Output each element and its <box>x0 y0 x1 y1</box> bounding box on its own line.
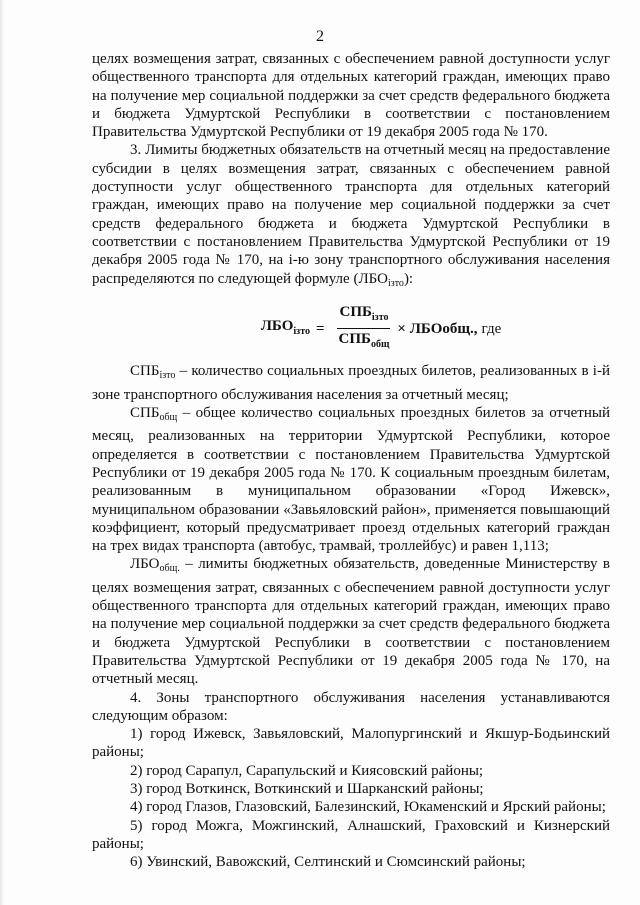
paragraph-3-text: 3. Лимиты бюджетных обязательств на отчетный месяц на предоставление субсидии в целях возмещения затрат, связанных с обеспечением равной доступности услуг общественного транспорта для отдельных категорий граждан, имеющих право на получение мер социальной поддержки за счет средств федерального бюджета и бюджета Удмуртской Республики в соответствии с постановлением Правительства Удмуртской Республики от 19 декабря 2005 года № 170, на i-ю зону транспортного обслуживания населения распределяются по следующей формуле (ЛБО <box>92 142 610 287</box>
zone-item-4: 4) город Глазов, Глазовский, Балезинский, Юкаменский и Ярский районы; <box>130 799 606 816</box>
formula-fraction <box>337 303 392 355</box>
formula-den-main: СПБ <box>338 331 371 348</box>
definition-text: – количество социальных проездных билетов, реализованных в i-й зоне транспортного обслуживания населения за отчетный месяц; <box>92 363 610 403</box>
formula-lhs <box>261 317 310 341</box>
definition-text: – общее количество социальных проездных билетов за отчетный месяц, реализованных на территории Удмуртской Республики, которое определяется в соответствии с постановлением Правительства Удмуртской Республики от 19 декабря 2005 года № 170. К социальным проездным билетам, реализованным в муниципальном образовании «Город Ижевск», муниципальном образовании «Завьяловский район», применяется повышающий коэффициент, который предусматривает проезд отдельных категорий граждан на трех видах транспорта (автобус, трамвай, троллейбус) и равен 1,113; <box>92 405 610 555</box>
zone-item-5: 5) город Можга, Можгинский, Алнашский, Граховский и Кизнерский районы; <box>92 817 610 852</box>
definition-term-sub: iзто <box>159 370 176 382</box>
formula <box>152 303 610 355</box>
formula-numerator <box>337 303 390 329</box>
formula-times: × ЛБОобщ., <box>397 320 478 337</box>
formula-num-main: СПБ <box>339 303 372 320</box>
page-number: 2 <box>316 28 324 45</box>
formula-denominator <box>337 329 392 354</box>
formula-lhs-main: ЛБО <box>260 317 294 334</box>
definition-spb-izto <box>92 362 610 404</box>
definition-text: – лимиты бюджетных обязательств, доведенные Министерству в целях возмещения затрат, связанных с обеспечением равной доступности услуг общественного транспорта для отдельных категорий граждан, имеющих право на получение мер социальной поддержки за счет средств федерального бюджета и бюджета Удмуртской Республики в соответствии с постановлением Правительства Удмуртской Республики от 19 декабря 2005 года № 170, на отчетный месяц. <box>92 556 610 688</box>
definition-term: ЛБО <box>130 556 160 573</box>
definition-term: СПБ <box>130 363 160 380</box>
paragraph-continuation: целях возмещения затрат, связанных с обеспечением равной доступности услуг общественного транспорта для отдельных категорий граждан, имеющих право на получение мер социальной поддержки за счет средств федерального бюджета и бюджета Удмуртской Республики в соответствии с постановлением Правительства Удмуртской Республики от 19 декабря 2005 года № 170. <box>92 51 610 141</box>
definition-spb-obsch <box>92 404 610 555</box>
paragraph-3-end: ): <box>403 270 414 287</box>
definition-term-sub: общ. <box>159 563 180 575</box>
formula-den-sub: общ <box>370 339 390 351</box>
zone-item-2: 2) город Сарапул, Сарапульский и Киясовский районы; <box>130 762 484 779</box>
formula-where: где <box>481 320 502 337</box>
definition-term: СПБ <box>130 405 160 422</box>
paragraph-3 <box>92 141 610 292</box>
paragraph-4: 4. Зоны транспортного обслуживания населения устанавливаются следующим образом: <box>92 689 610 724</box>
zone-item-3: 3) город Воткинск, Воткинский и Шарканский районы; <box>130 780 484 797</box>
paragraph-3-subscript: iзто <box>387 277 404 289</box>
document-body <box>92 50 610 871</box>
formula-lhs-sub: iзто <box>293 325 310 337</box>
definition-term-sub: общ <box>159 412 178 424</box>
formula-equals: = <box>315 320 325 337</box>
zone-item-1: 1) город Ижевск, Завьяловский, Малопургинский и Якшур-Бодьинский районы; <box>92 726 610 761</box>
definition-lbo-obsch <box>92 555 610 688</box>
formula-num-sub: iзто <box>371 311 389 323</box>
scan-edge <box>0 0 4 905</box>
zone-item-6: 6) Увинский, Вавожский, Селтинский и Сюмсинский районы; <box>130 854 526 871</box>
